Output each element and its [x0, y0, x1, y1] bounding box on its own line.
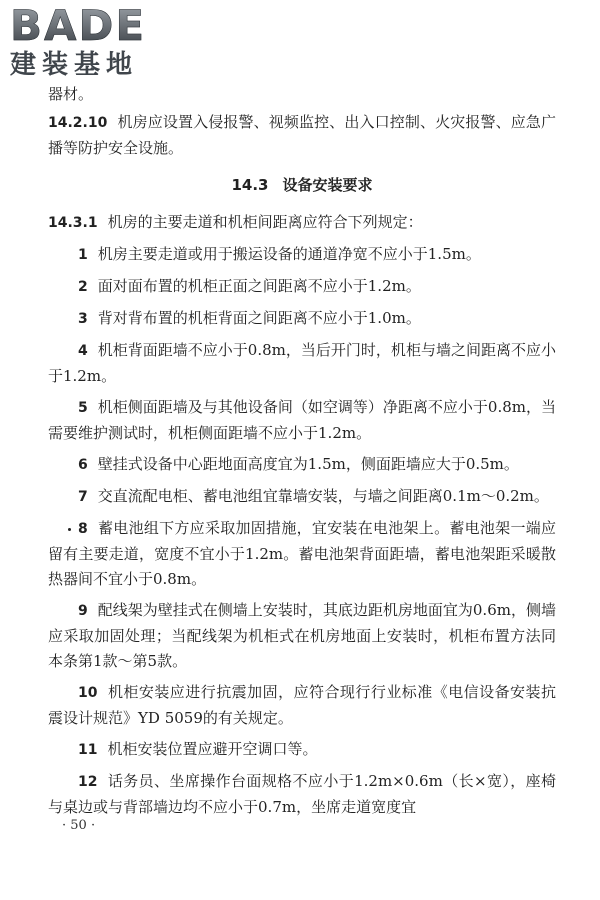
list-item — [48, 737, 556, 763]
list-item — [48, 484, 556, 510]
item-number: 1 — [78, 247, 88, 263]
item-number: 11 — [78, 742, 98, 758]
item-text: 话务员、坐席操作台面规格不应小于1.2m×0.6m（长×宽），座椅与桌边或与背部墙边均不应小于0.7m，坐席走道宽度宜 — [48, 772, 556, 816]
logo-wordmark: BADE — [10, 1, 147, 50]
list-item — [48, 306, 556, 332]
clause-number: 14.3.1 — [48, 215, 98, 231]
clause-text: 机房应设置入侵报警、视频监控、出入口控制、火灾报警、应急广播等防护安全设施。 — [48, 113, 556, 157]
item-number: 3 — [78, 311, 88, 327]
item-text: 机柜安装位置应避开空调口等。 — [107, 740, 318, 758]
list-item — [48, 680, 556, 731]
item-text: 配线架为壁挂式在侧墙上安装时，其底边距机房地面宜为0.6m，侧墙应采取加固处理；当配线架为机柜式在机房地面上安装时，机柜布置方法同本条第1款～第5款。 — [48, 601, 556, 670]
clause-text: 机房的主要走道和机柜间距离应符合下列规定： — [107, 213, 423, 231]
continued-text: 器材。 — [48, 85, 94, 103]
list-item — [48, 452, 556, 478]
item-text: 机柜安装应进行抗震加固，应符合现行行业标准《电信设备安装抗震设计规范》YD 5059的有关规定。 — [48, 683, 556, 727]
list-item — [48, 516, 556, 592]
logo-subtitle: 建装基地 — [10, 50, 139, 80]
page-number: · 50 · — [62, 818, 96, 833]
item-number: 9 — [78, 603, 88, 619]
item-text: 壁挂式设备中心距地面高度宜为1.5m，侧面距墙应大于0.5m。 — [97, 455, 519, 473]
section-number: 14.3 — [231, 176, 269, 194]
clause-14-3-1 — [48, 210, 556, 236]
document-body — [48, 82, 556, 826]
item-number: 8 — [78, 521, 88, 537]
bullet-mark — [68, 528, 71, 531]
clause-number: 14.2.10 — [48, 115, 108, 131]
item-text: 机柜背面距墙不应小于0.8m，当后开门时，机柜与墙之间距离不应小于1.2m。 — [48, 341, 556, 385]
section-title: 设备安装要求 — [282, 176, 373, 194]
section-heading — [48, 173, 556, 198]
item-number: 12 — [78, 774, 98, 790]
list-item — [48, 274, 556, 300]
item-text: 面对面布置的机柜正面之间距离不应小于1.2m。 — [97, 277, 421, 295]
publisher-logo — [10, 1, 147, 80]
item-number: 2 — [78, 279, 88, 295]
item-text: 交直流配电柜、蓄电池组宜靠墙安装，与墙之间距离0.1m～0.2m。 — [97, 487, 549, 505]
item-number: 7 — [78, 489, 88, 505]
list-item — [48, 242, 556, 268]
list-item — [48, 338, 556, 389]
item-text: 机柜侧面距墙及与其他设备间（如空调等）净距离不应小于0.8m，当需要维护测试时，机柜侧面距墙不应小于1.2m。 — [48, 398, 556, 442]
clause-14-2-10 — [48, 110, 556, 161]
item-text: 蓄电池组下方应采取加固措施，宜安装在电池架上。蓄电池架一端应留有主要走道，宽度不宜小于1.2m。蓄电池架背面距墙，蓄电池架距采暖散热器间不宜小于0.8m。 — [48, 519, 556, 588]
item-number: 4 — [78, 343, 88, 359]
item-number: 6 — [78, 457, 88, 473]
list-item — [48, 769, 556, 820]
item-text: 机房主要走道或用于搬运设备的通道净宽不应小于1.5m。 — [97, 245, 481, 263]
list-item — [48, 395, 556, 446]
item-number: 5 — [78, 400, 88, 416]
item-number: 10 — [78, 685, 98, 701]
item-text: 背对背布置的机柜背面之间距离不应小于1.0m。 — [97, 309, 421, 327]
list-item — [48, 598, 556, 674]
